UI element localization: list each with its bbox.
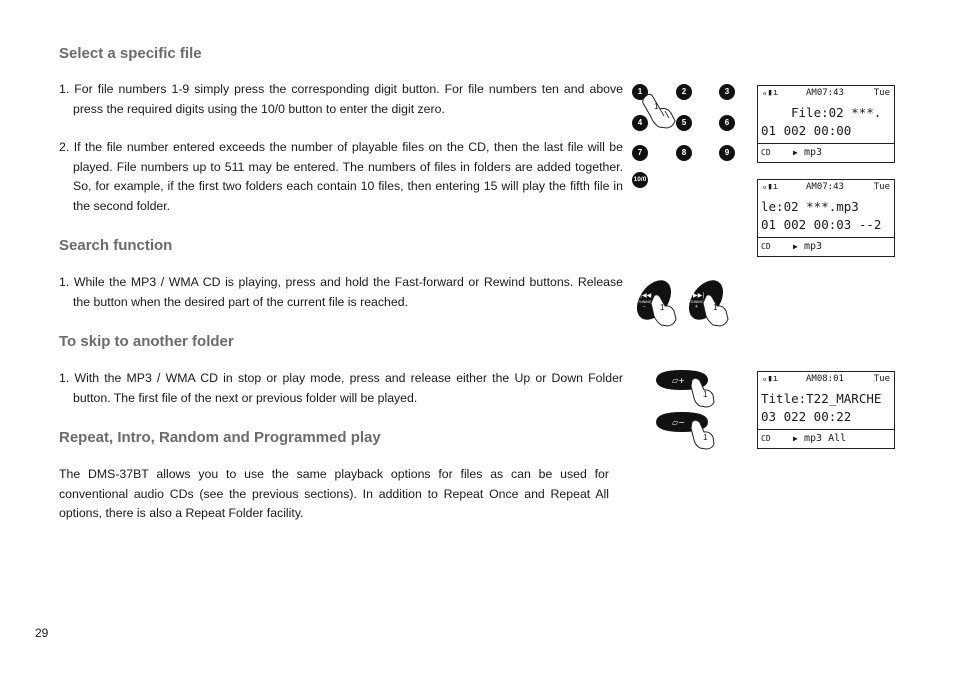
folder-down-button[interactable]: [652, 406, 732, 456]
clock-time: AM07:43: [806, 182, 844, 192]
signal-icon: ₒ▮ı: [762, 88, 779, 98]
digit-6-button[interactable]: 6: [719, 115, 735, 131]
display-line-1: Title:T22_MARCHE: [761, 391, 882, 406]
source-label: CD: [761, 242, 771, 251]
search-step-1: 1. While the MP3 / WMA CD is playing, press and hold the Fast-forward or Rewind buttons. Release the button when the desired part of the current file is reached.: [59, 275, 623, 309]
digit-4-button[interactable]: 4: [632, 115, 648, 131]
section-heading-skip-folder: To skip to another folder: [59, 333, 234, 350]
display-line-2: 01 002 00:00: [761, 123, 852, 138]
press-step-label: 1: [654, 102, 659, 111]
clock-time: AM07:43: [806, 88, 844, 98]
digit-3-button[interactable]: 3: [719, 84, 735, 100]
day-of-week: Tue: [873, 374, 890, 384]
digit-1-button[interactable]: 1: [632, 84, 648, 100]
display-divider: [758, 429, 894, 430]
format-label: mp3: [804, 147, 823, 158]
forward-plus-text: +: [695, 304, 698, 310]
rewind-press-label: 1: [660, 303, 665, 312]
source-label: CD: [761, 148, 771, 157]
lcd-display-file-scroll: [757, 179, 895, 257]
day-of-week: Tue: [873, 88, 890, 98]
day-of-week: Tue: [873, 182, 890, 192]
display-divider: [758, 143, 894, 144]
format-label: mp3 All: [804, 433, 847, 444]
folder-up-press-label: 1: [703, 390, 708, 399]
forward-tuning-text: TUNING: [690, 300, 704, 304]
section-heading-select-file: Select a specific file: [59, 45, 202, 62]
display-line-2: 01 002 00:03 --2: [761, 217, 882, 232]
forward-press-label: 1: [713, 303, 718, 312]
section-heading-search: Search function: [59, 237, 173, 254]
digit-9-button[interactable]: 9: [719, 145, 735, 161]
skip-folder-step-1: 1. With the MP3 / WMA CD in stop or play mode, press and release either the Up or Down Folder button. The first file of the next or previous folder will be played.: [59, 371, 623, 405]
clock-time: AM08:01: [806, 374, 844, 384]
digit-2-button[interactable]: 2: [676, 84, 692, 100]
rewind-tuning-text: TUNING: [638, 300, 652, 304]
digit-5-button[interactable]: 5: [676, 115, 692, 131]
play-icon: ▶: [793, 148, 798, 157]
folder-up-button[interactable]: [652, 366, 732, 410]
digit-10-0-button[interactable]: 10/0: [632, 172, 648, 188]
fast-forward-tuning-button[interactable]: [684, 276, 744, 332]
page-number: 29: [35, 626, 49, 640]
lcd-display-file-select: [757, 85, 895, 163]
digit-7-button[interactable]: 7: [632, 145, 648, 161]
display-divider: [758, 237, 894, 238]
source-label: CD: [761, 434, 771, 443]
digit-8-button[interactable]: 8: [676, 145, 692, 161]
pressing-hand-icon: [640, 90, 680, 130]
play-icon: ▶: [793, 434, 798, 443]
lcd-display-folder-title: [757, 371, 895, 449]
display-line-1: le:02 ***.mp3: [761, 199, 859, 214]
folder-down-press-label: 1: [703, 433, 708, 442]
format-label: mp3: [804, 241, 823, 252]
fast-forward-icon: ▶▶|: [693, 292, 705, 299]
rewind-icon: |◀◀: [640, 292, 652, 299]
folder-up-icon: ▱+: [672, 376, 685, 385]
rewind-tuning-button[interactable]: [632, 276, 692, 332]
display-line-1: File:02 ***.: [791, 105, 882, 120]
repeat-paragraph: The DMS-37BT allows you to use the same playback options for files as can be used for conventional audio CDs (see the previous sections). In addition to Repeat Once and Repeat All options, there is also a Repeat Folder facility.: [59, 467, 609, 520]
signal-icon: ₒ▮ı: [762, 182, 779, 192]
play-icon: ▶: [793, 242, 798, 251]
folder-down-icon: ▱−: [672, 418, 685, 427]
signal-icon: ₒ▮ı: [762, 374, 779, 384]
select-file-step-2: 2. If the file number entered exceeds the number of playable files on the CD, then the last file will be played. File numbers up to 511 may be entered. The numbers of files in folders are added together. So, for example, if the first two folders each contain 10 files, then entering 15 will play the fifth file in the second folder.: [59, 140, 623, 213]
rewind-minus-text: −: [643, 304, 646, 310]
display-line-2: 03 022 00:22: [761, 409, 852, 424]
select-file-step-1: 1. For file numbers 1-9 simply press the corresponding digit button. For file numbers ten and above press the required digits using the 10/0 button to enter the digit zero.: [59, 82, 623, 116]
section-heading-repeat: Repeat, Intro, Random and Programmed play: [59, 429, 381, 446]
